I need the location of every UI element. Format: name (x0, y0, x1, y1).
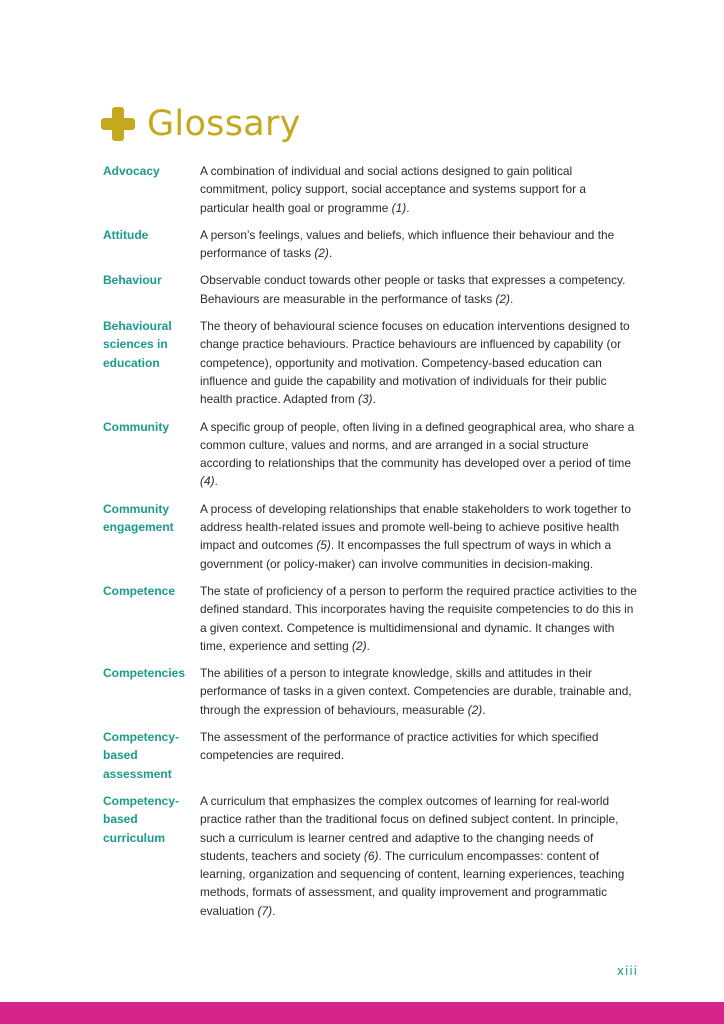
reference: (2) (467, 702, 483, 717)
glossary-term: Competencies (103, 666, 186, 681)
glossary-entry (103, 271, 638, 308)
glossary-term: Competency-based curriculum (103, 793, 180, 845)
reference: (2) (314, 246, 329, 261)
reference: (3) (357, 392, 373, 407)
glossary-term: Behavioural sciences in education (103, 319, 172, 370)
glossary-entry (103, 728, 638, 783)
page-title: Glossary (147, 104, 301, 144)
reference: (7) (257, 903, 273, 918)
reference: (1) (391, 200, 407, 215)
reference: (6) (363, 848, 379, 863)
glossary-entry (103, 162, 638, 217)
page-number: xiii (616, 964, 638, 978)
glossary-term: Competency-based assessment (103, 730, 180, 781)
glossary-definition: The assessment of the performance of practice activities for which specified competencies are required. (200, 730, 599, 763)
glossary-definition: The theory of behavioural science focuses on education interventions designed to change practice behaviours. Practice behaviours are influenced by capability (or competence), opportunity and motivation. Competency-based education can influence and guide the capability and motivation of individuals for their public health practice. Adapted from (3). (200, 319, 630, 407)
glossary-term: Community (103, 419, 169, 434)
glossary-term: Advocacy (103, 164, 160, 178)
reference: (2) (352, 638, 367, 653)
reference: (4) (200, 474, 215, 489)
glossary-entry (103, 317, 638, 408)
glossary-entry (103, 418, 638, 491)
reference: (2) (495, 291, 510, 306)
glossary-term: Behaviour (103, 273, 162, 288)
glossary-term: Competence (103, 583, 176, 598)
footer-bar (0, 1002, 724, 1024)
glossary-definition: The state of proficiency of a person to perform the required practice activities to the defined standard. This incorporates having the requisite competencies to do this in a given context. Competence is multidimensional and dynamic. It changes with time, experience and setting (2). (200, 583, 637, 653)
glossary-definition: Observable conduct towards other people or tasks that expresses a competency. Behaviours are measurable in the performance of tasks (2). (200, 273, 626, 306)
glossary-definition: A process of developing relationships that enable stakeholders to work together to address health-related issues and promote well-being to achieve positive health impact and outcomes (5). It encompasses the full spectrum of ways in which a government (or policy-maker) can involve communities in decision-making. (200, 501, 631, 571)
glossary-entry (103, 792, 638, 920)
plus-icon (101, 107, 135, 141)
glossary-entry (103, 664, 638, 719)
page-header (101, 100, 301, 148)
reference: (5) (316, 538, 331, 553)
glossary-list (103, 162, 638, 929)
glossary-entry (103, 226, 638, 263)
glossary-definition: A person’s feelings, values and beliefs, which influence their behaviour and the performance of tasks (2). (200, 227, 615, 261)
glossary-term: Community engagement (103, 501, 174, 535)
glossary-definition: A combination of individual and social actions designed to gain political commitment, policy support, social acceptance and systems support for a particular health goal or programme (1). (200, 164, 586, 215)
glossary-definition: The abilities of a person to integrate knowledge, skills and attitudes in their performance of tasks in a given context. Competencies are durable, trainable and, through the expression of behaviours, measurable (2). (200, 666, 632, 717)
glossary-entry (103, 582, 638, 655)
glossary-entry (103, 500, 638, 573)
glossary-definition: A specific group of people, often living in a defined geographical area, who share a common culture, values and norms, and are arranged in a social structure according to relationships that the community has developed over a period of time (4). (200, 419, 635, 489)
glossary-definition: A curriculum that emphasizes the complex outcomes of learning for real-world practice rather than the traditional focus on defined subject content. In principle, such a curriculum is learner centred and adaptive to the changing needs of students, teachers and society (6). The curriculum encompasses: content of learning, organization and sequencing of content, learning experiences, teaching methods, formats of assessment, and quality improvement and programmatic evaluation (7). (200, 793, 625, 918)
glossary-term: Attitude (103, 227, 149, 242)
